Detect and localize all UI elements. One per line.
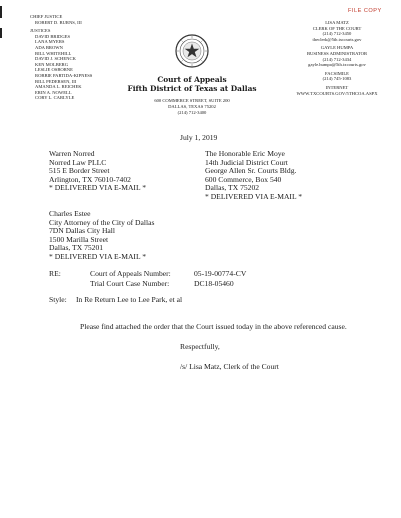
clerk-block bbox=[286, 20, 388, 96]
recipient-block bbox=[49, 150, 146, 193]
internet-label: INTERNET bbox=[325, 84, 349, 90]
recipient-block bbox=[205, 150, 302, 202]
recipient-line: 600 Commerce, Box 540 bbox=[205, 174, 282, 184]
justice-name: ERIN A. NOWELL bbox=[35, 89, 72, 95]
delivery-note: * DELIVERED VIA E-MAIL * bbox=[49, 251, 147, 261]
signature: /s/ Lisa Matz, Clerk of the Court bbox=[180, 362, 279, 371]
appeals-number-label: Court of Appeals Number: bbox=[90, 269, 171, 278]
justice-name: LESLIE OSBORNE bbox=[35, 67, 73, 73]
admin-email: gayle.humpa@5th.txcourts.gov bbox=[308, 62, 366, 68]
justice-name: CORY L. CARLYLE bbox=[35, 95, 75, 101]
justice-name: BILL PEDERSEN, III bbox=[35, 78, 77, 84]
justice-name: ADA BROWN bbox=[35, 44, 63, 50]
recipient-line: Dallas, TX 75202 bbox=[205, 183, 260, 193]
court-district: Fifth District of Texas at Dallas bbox=[127, 84, 257, 93]
clerk-name: LISA MATZ bbox=[325, 20, 349, 25]
recipient-line: Arlington, TX 76010-7402 bbox=[49, 174, 131, 184]
re-label: RE: bbox=[49, 269, 61, 278]
recipient-line: The Honorable Eric Moye bbox=[205, 149, 285, 158]
recipient-line: City Attorney of the City of Dallas bbox=[49, 217, 155, 227]
letter-date: July 1, 2019 bbox=[180, 133, 218, 142]
admin-phone: (214) 712-3434 bbox=[322, 56, 352, 62]
clerk-email: theclerk@5th.txcourts.gov bbox=[312, 36, 362, 42]
clerk-phone: (214) 712-3450 bbox=[322, 31, 352, 37]
delivery-note: * DELIVERED VIA E-MAIL * bbox=[49, 183, 147, 193]
closing: Respectfully, bbox=[180, 342, 220, 351]
court-address: 600 COMMERCE STREET, SUITE 200 bbox=[154, 98, 230, 103]
recipient-line: Dallas, TX 75201 bbox=[49, 243, 104, 253]
trial-number: DC18-05460 bbox=[194, 279, 234, 288]
delivery-note: * DELIVERED VIA E-MAIL * bbox=[205, 191, 303, 201]
court-city: DALLAS, TEXAS 75202 bbox=[168, 104, 216, 109]
appeals-number: 05-19-00774-CV bbox=[194, 269, 247, 278]
admin-name: GAYLE HUMPA bbox=[320, 45, 354, 51]
trial-number-label: Trial Court Case Number: bbox=[90, 279, 170, 288]
justice-name: LANA MYERS bbox=[35, 39, 65, 45]
recipient-line: Norred Law PLLC bbox=[49, 157, 107, 167]
court-phone: (214) 712-3400 bbox=[177, 110, 207, 115]
justice-name: AMANDA L. REICHEK bbox=[35, 84, 82, 90]
file-copy-stamp: FILE COPY bbox=[348, 8, 382, 14]
recipient-line: 515 E Border Street bbox=[49, 166, 110, 176]
style-label: Style: bbox=[49, 295, 67, 304]
justice-name: DAVID BRIDGES bbox=[35, 33, 71, 39]
justice-name: DAVID J. SCHENCK bbox=[35, 56, 76, 62]
admin-title: BUSINESS ADMINISTRATOR bbox=[306, 50, 368, 56]
justice-name: ROBBIE PARTIDA-KIPNESS bbox=[35, 72, 93, 78]
recipient-line: 1500 Marilla Street bbox=[49, 234, 109, 244]
clerk-title: CLERK OF THE COURT bbox=[312, 25, 362, 31]
justice-name: KEN MOLBERG bbox=[35, 61, 69, 67]
chief-justice-title: CHIEF JUSTICE bbox=[30, 14, 63, 19]
style-value: In Re Return Lee to Lee Park, et al bbox=[76, 295, 183, 304]
chief-justice-name: ROBERT D. BURNS, III bbox=[35, 19, 82, 25]
justices-title: JUSTICES bbox=[30, 28, 51, 34]
texas-seal-icon bbox=[175, 34, 209, 68]
recipient-line: 7DN Dallas City Hall bbox=[49, 226, 116, 236]
letter-body: Please find attached the order that the Court issued today in the above referenced cause. bbox=[80, 322, 347, 331]
recipient-line: George Allen Sr. Courts Bldg. bbox=[205, 166, 297, 176]
recipient-block bbox=[49, 210, 154, 262]
fax-number: (214) 745-1083 bbox=[322, 76, 352, 82]
scan-edge-mark bbox=[0, 28, 2, 38]
fax-label: FACSIMILE bbox=[325, 70, 349, 76]
recipient-line: Warren Norred bbox=[49, 149, 95, 158]
court-name: Court of Appeals bbox=[157, 75, 227, 84]
justice-name: BILL WHITEHILL bbox=[35, 50, 72, 56]
recipient-line: 14th Judicial District Court bbox=[205, 157, 288, 167]
recipient-line: Charles Estee bbox=[49, 209, 91, 218]
scan-edge-mark bbox=[0, 6, 2, 18]
internet-url: WWW.TXCOURTS.GOV/5THCOA.ASPX bbox=[296, 90, 378, 96]
